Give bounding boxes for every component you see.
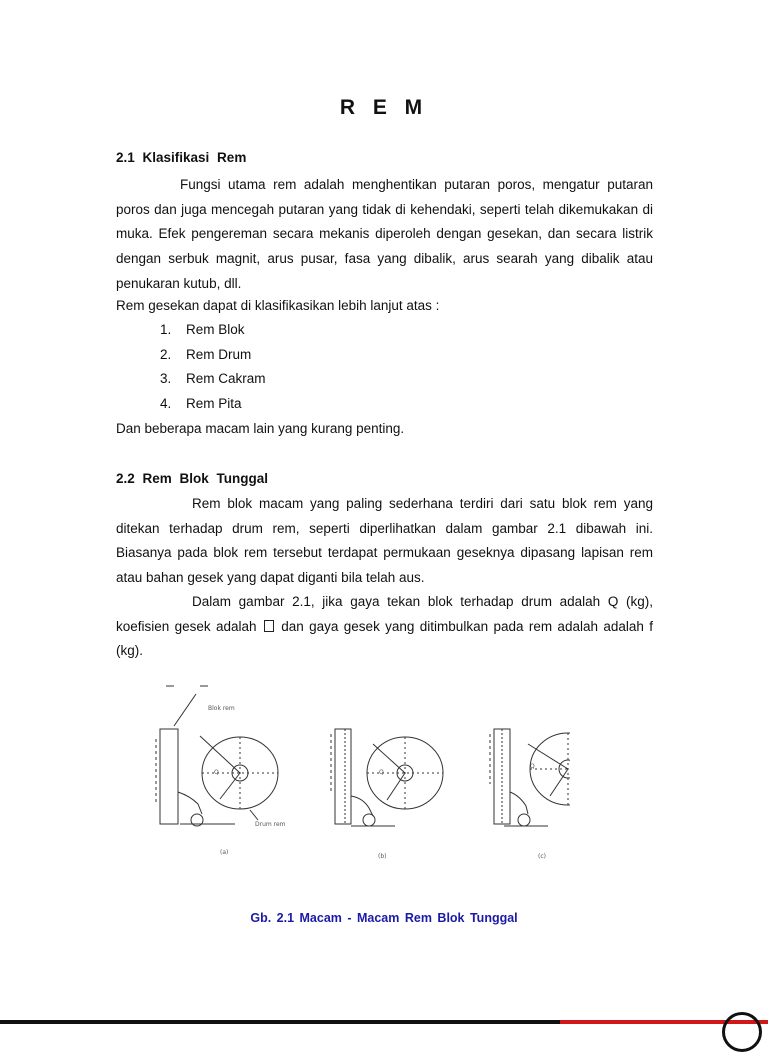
label-q-b: Q: [379, 769, 384, 776]
label-blok-rem: Blok rem: [208, 705, 235, 712]
section-paragraph-gaya: Dalam gambar 2.1, jika gaya tekan blok terhadap drum adalah Q (kg), koefisien gesek adalah dan gaya gesek yang ditimbulkan pada rem adalah adalah f (kg).: [116, 594, 653, 659]
list-item: 1. Rem Blok: [160, 322, 245, 337]
section-heading-rem-blok-tunggal: 2.2 Rem Blok Tunggal: [116, 471, 269, 486]
section-heading-klasifikasi: 2.1 Klasifikasi Rem: [116, 150, 247, 165]
brake-type-list: [160, 318, 266, 416]
list-item: 4. Rem Pita: [160, 395, 242, 411]
label-q-c: Q: [530, 763, 535, 770]
missing-glyph-icon: [264, 620, 274, 632]
page-title: R E M: [339, 96, 429, 119]
section-paragraph-rem-blok: Rem blok macam yang paling sederhana terdiri dari satu blok rem yang ditekan terhadap drum rem, seperti diperlihatkan dalam gambar 2.1 dibawah ini. Biasanya pada blok rem tersebut terdapat permukaan geseknya dipasang lapisan rem atau bahan gesek yang dapat diganti bila telah aus.: [116, 496, 653, 586]
list-intro: Rem gesekan dapat di klasifikasikan lebih lanjut atas :: [116, 298, 440, 313]
label-a: (a): [220, 849, 229, 856]
label-c: (c): [538, 853, 546, 860]
corner-circle-icon: [722, 1012, 762, 1052]
list-item: 2. Rem Drum: [160, 346, 252, 362]
brake-diagram-figure: [150, 684, 570, 869]
diagram-c: [490, 729, 570, 826]
list-item: 3. Rem Cakram: [160, 371, 266, 387]
list-closing: Dan beberapa macam lain yang kurang penting.: [116, 421, 405, 436]
section-paragraph-fungsi: Fungsi utama rem adalah menghentikan putaran poros, mengatur putaran poros dan juga mencegah putaran yang tidak di kehendaki, seperti telah dikemukakan di muka. Efek pengereman secara mekanis diperoleh dengan gesekan, dan secara listrik dengan serbuk magnit, arus pusar, fasa yang dibalik, arus searah yang dibalik atau penukaran kutub, dll.: [116, 177, 653, 291]
label-q-a: Q: [214, 769, 219, 776]
label-b: (b): [378, 853, 387, 860]
diagram-b: [331, 729, 443, 826]
figure-caption: Gb. 2.1 Macam - Macam Rem Blok Tunggal: [250, 911, 518, 925]
label-drum-rem: Drum rem: [255, 821, 286, 828]
